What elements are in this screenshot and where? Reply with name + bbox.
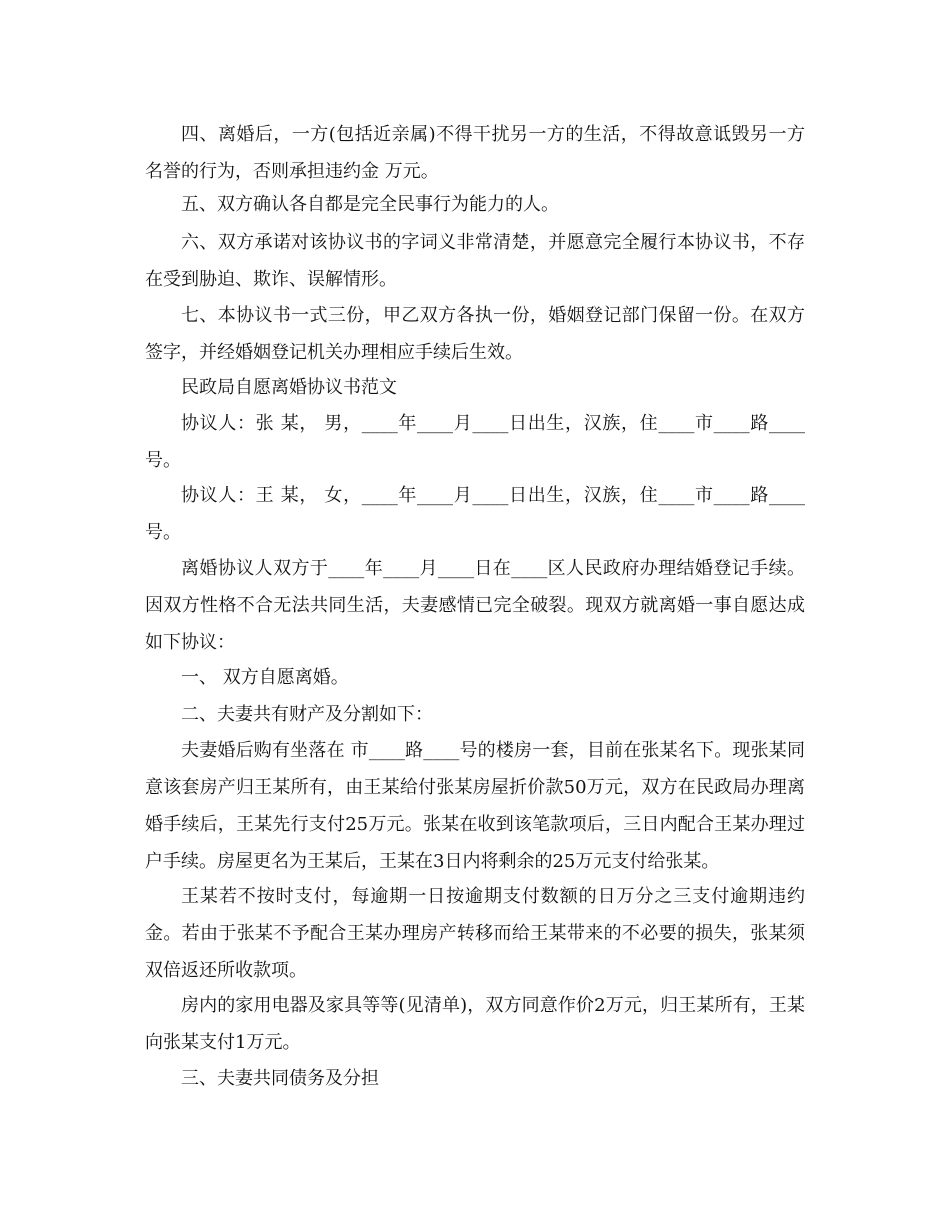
late-payment: 王某若不按时支付，每逾期一日按逾期支付数额的日万分之三支付逾期违约金。若由于张某不予配合王某办理房产转移而给王某带来的不必要的损失，张某须双倍返还所收款项。 [145, 886, 805, 981]
clause-2: 二、夫妻共有财产及分割如下： [181, 704, 433, 725]
property-house: 夫妻婚后购有坐落在 市____路____号的楼房一套，目前在张某名下。现张某同意该套房产归王某所有，由王某给付张某房屋折价款50万元，双方在民政局办理离婚手续后，王某先行支付25万元。张某在收到该笔款项后，三日内配合王某办理过户手续。房屋更名为王某后，王某在3日内将剩余的25万元支付给张某。 [145, 740, 805, 872]
clause-1: 一、 双方自愿离婚。 [181, 667, 349, 688]
clause-3: 三、夫妻共同债务及分担 [181, 1068, 379, 1089]
paragraph-4: 四、离婚后，一方(包括近亲属)不得干扰另一方的生活，不得故意诋毁另一方名誉的行为，否则承担违约金 万元。 [145, 124, 805, 182]
paragraph-6: 六、双方承诺对该协议书的字词义非常清楚，并愿意完全履行本协议书，不存在受到胁迫、欺诈、误解情形。 [145, 232, 805, 290]
paragraph-7: 七、本协议书一式三份，甲乙双方各执一份，婚姻登记部门保留一份。在双方签字，并经婚姻登记机关办理相应手续后生效。 [145, 305, 805, 363]
furniture: 房内的家用电器及家具等等(见清单)，双方同意作价2万元，归王某所有，王某向张某支付1万元。 [145, 995, 805, 1053]
party-zhang: 协议人：张 某， 男，____年____月____日出生，汉族，住____市____路____号。 [145, 413, 805, 471]
paragraph-5: 五、双方确认各自都是完全民事行为能力的人。 [181, 194, 559, 215]
preamble: 离婚协议人双方于____年____月____日在____区人民政府办理结婚登记手续。因双方性格不合无法共同生活，夫妻感情已完全破裂。现双方就离婚一事自愿达成如下协议： [145, 558, 805, 653]
party-wang: 协议人：王 某， 女，____年____月____日出生，汉族，住____市____路____号。 [145, 485, 805, 543]
section-title: 民政局自愿离婚协议书范文 [181, 377, 397, 398]
